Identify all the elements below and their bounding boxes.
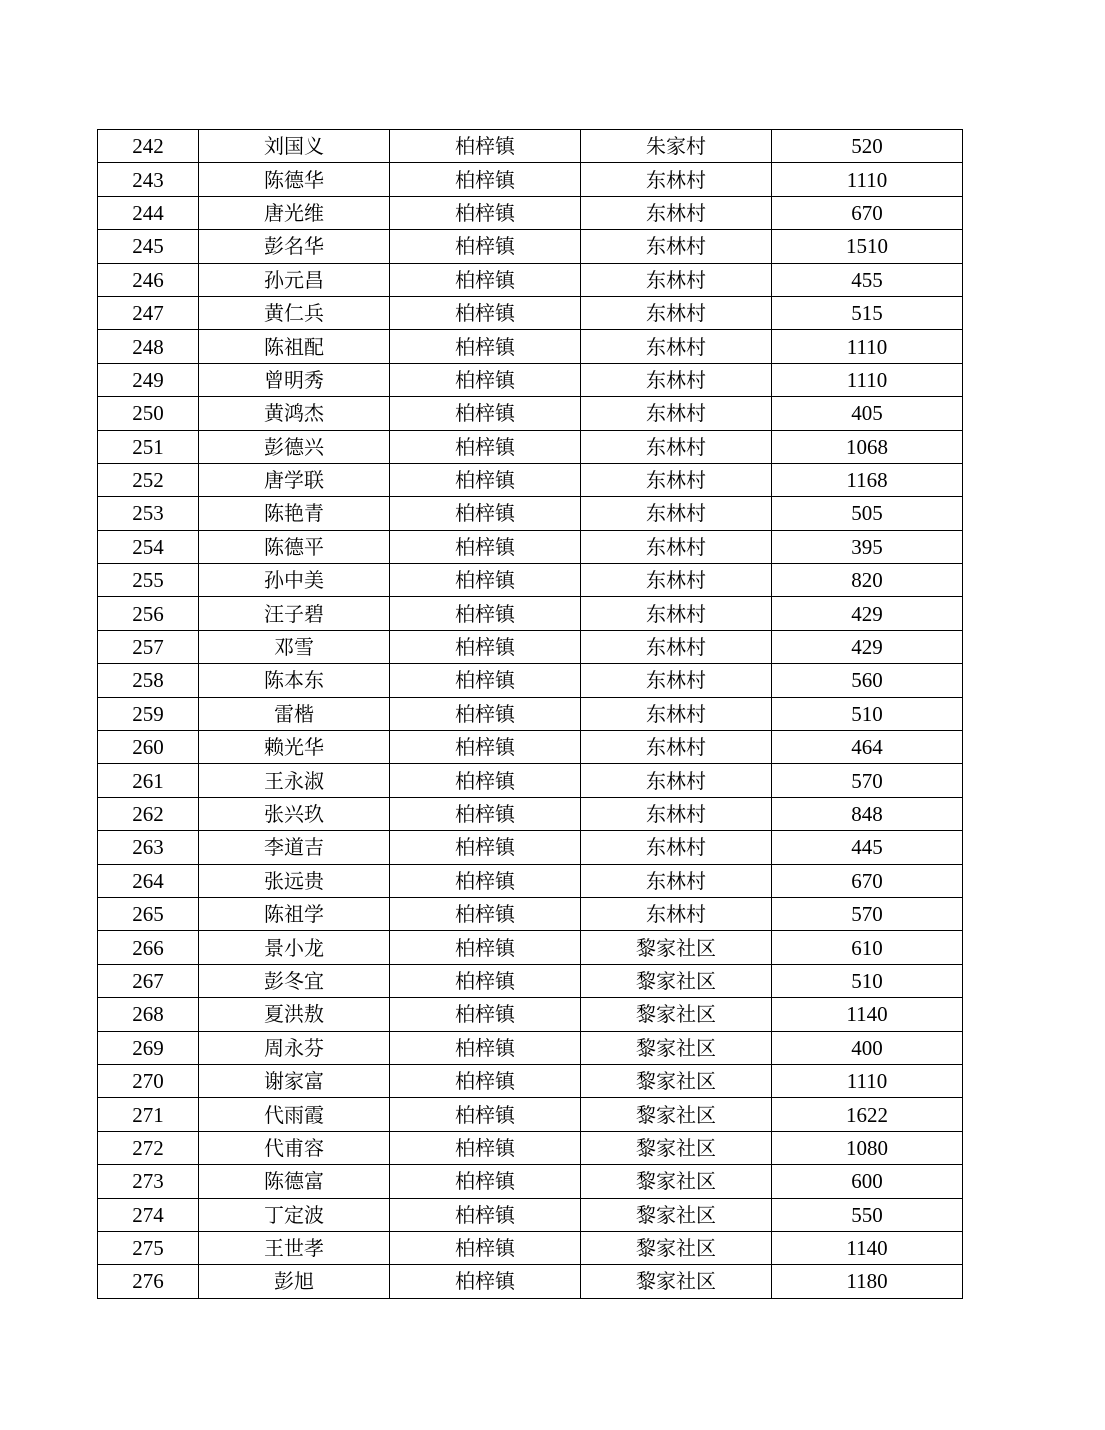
table-row [98, 1031, 963, 1064]
amount-cell: 1110 [772, 163, 963, 196]
village-cell: 东林村 [581, 897, 772, 930]
town-cell: 柏梓镇 [390, 296, 581, 329]
row-number-cell: 243 [98, 163, 199, 196]
table-row [98, 130, 963, 163]
table-row [98, 998, 963, 1031]
amount-cell: 429 [772, 630, 963, 663]
row-number-cell: 273 [98, 1165, 199, 1198]
town-cell: 柏梓镇 [390, 1231, 581, 1264]
table-row [98, 330, 963, 363]
name-cell: 赖光华 [199, 731, 390, 764]
table-row [98, 897, 963, 930]
row-number-cell: 275 [98, 1231, 199, 1264]
town-cell: 柏梓镇 [390, 831, 581, 864]
table-row [98, 1265, 963, 1298]
amount-cell: 1168 [772, 463, 963, 496]
name-cell: 代雨霞 [199, 1098, 390, 1131]
amount-cell: 570 [772, 897, 963, 930]
row-number-cell: 245 [98, 230, 199, 263]
table-row [98, 497, 963, 530]
town-cell: 柏梓镇 [390, 964, 581, 997]
town-cell: 柏梓镇 [390, 1031, 581, 1064]
village-cell: 黎家社区 [581, 1165, 772, 1198]
name-cell: 孙中美 [199, 564, 390, 597]
town-cell: 柏梓镇 [390, 697, 581, 730]
name-cell: 陈祖学 [199, 897, 390, 930]
amount-cell: 445 [772, 831, 963, 864]
row-number-cell: 267 [98, 964, 199, 997]
row-number-cell: 270 [98, 1064, 199, 1097]
village-cell: 东林村 [581, 296, 772, 329]
village-cell: 黎家社区 [581, 1098, 772, 1131]
town-cell: 柏梓镇 [390, 864, 581, 897]
table-row [98, 564, 963, 597]
village-cell: 东林村 [581, 864, 772, 897]
name-cell: 刘国义 [199, 130, 390, 163]
row-number-cell: 254 [98, 530, 199, 563]
row-number-cell: 251 [98, 430, 199, 463]
row-number-cell: 256 [98, 597, 199, 630]
table-row [98, 664, 963, 697]
row-number-cell: 269 [98, 1031, 199, 1064]
row-number-cell: 260 [98, 731, 199, 764]
town-cell: 柏梓镇 [390, 931, 581, 964]
village-cell: 东林村 [581, 630, 772, 663]
row-number-cell: 253 [98, 497, 199, 530]
town-cell: 柏梓镇 [390, 230, 581, 263]
town-cell: 柏梓镇 [390, 330, 581, 363]
table-row [98, 397, 963, 430]
amount-cell: 1110 [772, 330, 963, 363]
amount-cell: 429 [772, 597, 963, 630]
amount-cell: 395 [772, 530, 963, 563]
amount-cell: 1622 [772, 1098, 963, 1131]
town-cell: 柏梓镇 [390, 764, 581, 797]
table-body [98, 130, 963, 1299]
amount-cell: 1140 [772, 998, 963, 1031]
amount-cell: 455 [772, 263, 963, 296]
amount-cell: 848 [772, 797, 963, 830]
village-cell: 东林村 [581, 363, 772, 396]
table-row [98, 1131, 963, 1164]
town-cell: 柏梓镇 [390, 1131, 581, 1164]
village-cell: 东林村 [581, 330, 772, 363]
name-cell: 彭冬宜 [199, 964, 390, 997]
row-number-cell: 248 [98, 330, 199, 363]
name-cell: 孙元昌 [199, 263, 390, 296]
table-row [98, 263, 963, 296]
name-cell: 陈艳青 [199, 497, 390, 530]
amount-cell: 600 [772, 1165, 963, 1198]
village-cell: 黎家社区 [581, 1131, 772, 1164]
town-cell: 柏梓镇 [390, 897, 581, 930]
name-cell: 张远贵 [199, 864, 390, 897]
town-cell: 柏梓镇 [390, 163, 581, 196]
amount-cell: 670 [772, 196, 963, 229]
name-cell: 夏洪敖 [199, 998, 390, 1031]
amount-cell: 1068 [772, 430, 963, 463]
amount-cell: 505 [772, 497, 963, 530]
name-cell: 周永芬 [199, 1031, 390, 1064]
table-row [98, 530, 963, 563]
table-row [98, 797, 963, 830]
table-row [98, 1098, 963, 1131]
name-cell: 陈祖配 [199, 330, 390, 363]
row-number-cell: 274 [98, 1198, 199, 1231]
town-cell: 柏梓镇 [390, 530, 581, 563]
name-cell: 黄仁兵 [199, 296, 390, 329]
town-cell: 柏梓镇 [390, 564, 581, 597]
amount-cell: 560 [772, 664, 963, 697]
table-row [98, 230, 963, 263]
row-number-cell: 255 [98, 564, 199, 597]
name-cell: 陈德平 [199, 530, 390, 563]
table-row [98, 864, 963, 897]
name-cell: 曾明秀 [199, 363, 390, 396]
row-number-cell: 264 [98, 864, 199, 897]
amount-cell: 1080 [772, 1131, 963, 1164]
name-cell: 丁定波 [199, 1198, 390, 1231]
table-row [98, 831, 963, 864]
village-cell: 东林村 [581, 196, 772, 229]
village-cell: 东林村 [581, 463, 772, 496]
name-cell: 汪子碧 [199, 597, 390, 630]
town-cell: 柏梓镇 [390, 130, 581, 163]
row-number-cell: 257 [98, 630, 199, 663]
village-cell: 黎家社区 [581, 964, 772, 997]
row-number-cell: 259 [98, 697, 199, 730]
table-row [98, 430, 963, 463]
village-cell: 东林村 [581, 597, 772, 630]
name-cell: 彭旭 [199, 1265, 390, 1298]
name-cell: 代甫容 [199, 1131, 390, 1164]
amount-cell: 510 [772, 697, 963, 730]
amount-cell: 400 [772, 1031, 963, 1064]
village-cell: 东林村 [581, 530, 772, 563]
row-number-cell: 244 [98, 196, 199, 229]
amount-cell: 820 [772, 564, 963, 597]
table-row [98, 931, 963, 964]
town-cell: 柏梓镇 [390, 797, 581, 830]
village-cell: 东林村 [581, 497, 772, 530]
row-number-cell: 271 [98, 1098, 199, 1131]
name-cell: 黄鸿杰 [199, 397, 390, 430]
row-number-cell: 268 [98, 998, 199, 1031]
name-cell: 张兴玖 [199, 797, 390, 830]
village-cell: 东林村 [581, 397, 772, 430]
table-row [98, 630, 963, 663]
amount-cell: 405 [772, 397, 963, 430]
town-cell: 柏梓镇 [390, 397, 581, 430]
table-row [98, 196, 963, 229]
amount-cell: 610 [772, 931, 963, 964]
name-cell: 唐光维 [199, 196, 390, 229]
village-cell: 黎家社区 [581, 1064, 772, 1097]
village-cell: 东林村 [581, 664, 772, 697]
village-cell: 黎家社区 [581, 931, 772, 964]
row-number-cell: 252 [98, 463, 199, 496]
village-cell: 东林村 [581, 731, 772, 764]
village-cell: 东林村 [581, 564, 772, 597]
village-cell: 黎家社区 [581, 998, 772, 1031]
row-number-cell: 258 [98, 664, 199, 697]
table-row [98, 1198, 963, 1231]
name-cell: 唐学联 [199, 463, 390, 496]
village-cell: 东林村 [581, 797, 772, 830]
row-number-cell: 250 [98, 397, 199, 430]
row-number-cell: 276 [98, 1265, 199, 1298]
table-row [98, 463, 963, 496]
table-row [98, 764, 963, 797]
table-row [98, 597, 963, 630]
name-cell: 陈德华 [199, 163, 390, 196]
table-row [98, 1064, 963, 1097]
town-cell: 柏梓镇 [390, 497, 581, 530]
village-cell: 黎家社区 [581, 1031, 772, 1064]
amount-cell: 1110 [772, 1064, 963, 1097]
table-row [98, 964, 963, 997]
amount-cell: 550 [772, 1198, 963, 1231]
amount-cell: 670 [772, 864, 963, 897]
amount-cell: 1180 [772, 1265, 963, 1298]
town-cell: 柏梓镇 [390, 998, 581, 1031]
village-cell: 东林村 [581, 263, 772, 296]
table-row [98, 163, 963, 196]
town-cell: 柏梓镇 [390, 1165, 581, 1198]
village-cell: 东林村 [581, 831, 772, 864]
town-cell: 柏梓镇 [390, 1098, 581, 1131]
name-cell: 王永淑 [199, 764, 390, 797]
name-cell: 李道吉 [199, 831, 390, 864]
row-number-cell: 272 [98, 1131, 199, 1164]
name-cell: 彭德兴 [199, 430, 390, 463]
table-row [98, 363, 963, 396]
town-cell: 柏梓镇 [390, 1265, 581, 1298]
row-number-cell: 249 [98, 363, 199, 396]
amount-cell: 1140 [772, 1231, 963, 1264]
table-row [98, 697, 963, 730]
town-cell: 柏梓镇 [390, 196, 581, 229]
village-cell: 东林村 [581, 430, 772, 463]
amount-cell: 1510 [772, 230, 963, 263]
table-row [98, 296, 963, 329]
name-cell: 雷楷 [199, 697, 390, 730]
town-cell: 柏梓镇 [390, 630, 581, 663]
village-cell: 东林村 [581, 697, 772, 730]
name-cell: 彭名华 [199, 230, 390, 263]
row-number-cell: 246 [98, 263, 199, 296]
town-cell: 柏梓镇 [390, 597, 581, 630]
amount-cell: 570 [772, 764, 963, 797]
row-number-cell: 266 [98, 931, 199, 964]
name-cell: 陈德富 [199, 1165, 390, 1198]
town-cell: 柏梓镇 [390, 664, 581, 697]
village-cell: 黎家社区 [581, 1198, 772, 1231]
amount-cell: 520 [772, 130, 963, 163]
town-cell: 柏梓镇 [390, 1198, 581, 1231]
village-cell: 东林村 [581, 163, 772, 196]
amount-cell: 510 [772, 964, 963, 997]
name-cell: 陈本东 [199, 664, 390, 697]
village-cell: 东林村 [581, 230, 772, 263]
table-row [98, 1165, 963, 1198]
town-cell: 柏梓镇 [390, 463, 581, 496]
row-number-cell: 247 [98, 296, 199, 329]
village-cell: 朱家村 [581, 130, 772, 163]
town-cell: 柏梓镇 [390, 263, 581, 296]
table-row [98, 731, 963, 764]
name-cell: 景小龙 [199, 931, 390, 964]
town-cell: 柏梓镇 [390, 363, 581, 396]
village-cell: 黎家社区 [581, 1231, 772, 1264]
name-cell: 王世孝 [199, 1231, 390, 1264]
amount-cell: 464 [772, 731, 963, 764]
village-cell: 东林村 [581, 764, 772, 797]
town-cell: 柏梓镇 [390, 430, 581, 463]
row-number-cell: 242 [98, 130, 199, 163]
village-cell: 黎家社区 [581, 1265, 772, 1298]
row-number-cell: 265 [98, 897, 199, 930]
town-cell: 柏梓镇 [390, 1064, 581, 1097]
data-table [97, 129, 963, 1299]
row-number-cell: 261 [98, 764, 199, 797]
amount-cell: 515 [772, 296, 963, 329]
table-row [98, 1231, 963, 1264]
amount-cell: 1110 [772, 363, 963, 396]
row-number-cell: 262 [98, 797, 199, 830]
row-number-cell: 263 [98, 831, 199, 864]
name-cell: 邓雪 [199, 630, 390, 663]
name-cell: 谢家富 [199, 1064, 390, 1097]
town-cell: 柏梓镇 [390, 731, 581, 764]
